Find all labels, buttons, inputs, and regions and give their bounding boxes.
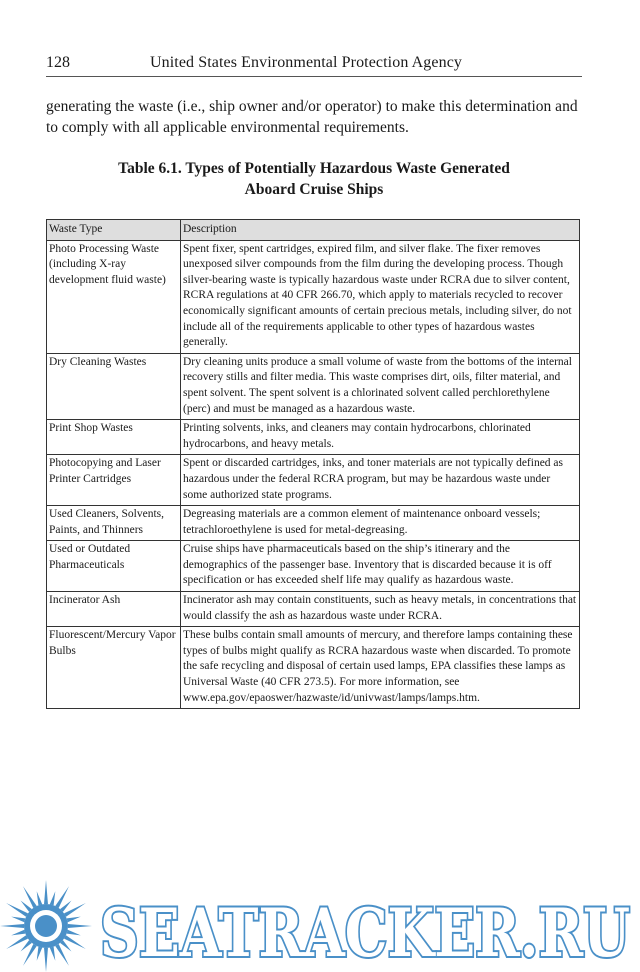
seatracker-watermark bbox=[0, 878, 640, 972]
description-cell: Cruise ships have pharmaceuticals based on the ship’s itinerary and the demographics of the passenger base. Inventory that is discarded because it is off specification or has exceeded shelf life may qualify as hazardous waste. bbox=[181, 541, 580, 592]
sun-logo-icon bbox=[0, 880, 92, 972]
table-header-row bbox=[47, 220, 580, 241]
sun-ray bbox=[50, 947, 56, 961]
sun-ray bbox=[44, 880, 48, 904]
table-row bbox=[47, 592, 580, 627]
sun-ray bbox=[11, 930, 25, 936]
description-cell: Degreasing materials are a common element of maintenance onboard vessels; tetrachloroethylene is used for metal-degreasing. bbox=[181, 506, 580, 541]
waste-type-cell: Photo Processing Waste (including X-ray development fluid waste) bbox=[47, 240, 181, 353]
table-caption-line-2: Aboard Cruise Ships bbox=[244, 181, 384, 198]
sun-ray bbox=[50, 891, 56, 905]
header-waste-type: Waste Type bbox=[47, 220, 181, 241]
table-row bbox=[47, 506, 580, 541]
table-row bbox=[47, 455, 580, 506]
waste-type-cell: Fluorescent/Mercury Vapor Bulbs bbox=[47, 627, 181, 709]
table-row bbox=[47, 627, 580, 709]
waste-type-cell: Dry Cleaning Wastes bbox=[47, 353, 181, 419]
watermark-text: SEATRACKER.RU bbox=[100, 894, 630, 972]
waste-type-cell: Photocopying and Laser Printer Cartridges bbox=[47, 455, 181, 506]
description-cell: Spent or discarded cartridges, inks, and toner materials are not typically defined as hazardous under the federal RCRA program, but may be hazardous waste under some authorized state programs. bbox=[181, 455, 580, 506]
sun-ray bbox=[11, 917, 25, 923]
sun-ray bbox=[67, 917, 81, 923]
description-cell: Spent fixer, spent cartridges, expired film, and silver flake. The fixer removes unexposed silver compounds from the film during the developing process. Though silver-bearing waste is typically hazardous waste under RCRA due to silver content, RCRA regulations at 40 CFR 266.70, which apply to materials recycled to recover economically significant amounts of certain precious metals, including silver, do not include all of the requirements applicable to other types of hazardous wastes generally. bbox=[181, 240, 580, 353]
description-cell: These bulbs contain small amounts of mercury, and therefore lamps containing these types of bulbs might qualify as RCRA hazardous waste when discarded. To promote the safe recycling and disposal of certain used lamps, EPA classifies these lamps as Universal Waste (40 CFR 273.5). For more information, see www.epa.gov/epaoswer/hazwaste/id/univwast/lamps/lamps.htm. bbox=[181, 627, 580, 709]
sun-ray bbox=[0, 924, 24, 928]
sun-ray bbox=[21, 901, 32, 912]
description-cell: Dry cleaning units produce a small volume of waste from the bottoms of the internal recovery stills and filter media. This waste comprises dirt, oils, filter material, and spent solvent. The spent solvent is a chlorinated solvent called perchlorethylene (perc) and must be managed as a hazardous waste. bbox=[181, 353, 580, 419]
sun-ray bbox=[21, 940, 32, 951]
description-cell: Printing solvents, inks, and cleaners may contain hydrocarbons, chlorinated hydrocarbons, and heavy metals. bbox=[181, 420, 580, 455]
hazardous-waste-table bbox=[46, 219, 580, 709]
sun-ray bbox=[44, 948, 48, 972]
table-row bbox=[47, 240, 580, 353]
running-title: United States Environmental Protection Agency bbox=[150, 54, 462, 71]
sun-ray bbox=[60, 940, 71, 951]
table-row bbox=[47, 541, 580, 592]
sun-ray bbox=[37, 891, 43, 905]
table-caption bbox=[46, 158, 582, 200]
sun-ray bbox=[60, 901, 71, 912]
sun-ray bbox=[67, 930, 81, 936]
table-caption-line-1: Table 6.1. Types of Potentially Hazardous Waste Generated bbox=[118, 160, 510, 177]
page-number: 128 bbox=[46, 54, 70, 71]
waste-type-cell: Incinerator Ash bbox=[47, 592, 181, 627]
table-row bbox=[47, 353, 580, 419]
sun-ray bbox=[68, 924, 92, 928]
description-cell: Incinerator ash may contain constituents, such as heavy metals, in concentrations that would classify the ash as hazardous waste under RCRA. bbox=[181, 592, 580, 627]
waste-type-cell: Used or Outdated Pharmaceuticals bbox=[47, 541, 181, 592]
sun-ray bbox=[37, 947, 43, 961]
waste-type-cell: Used Cleaners, Solvents, Paints, and Thinners bbox=[47, 506, 181, 541]
page-header bbox=[46, 52, 582, 77]
intro-paragraph: generating the waste (i.e., ship owner and/or operator) to make this determination and to comply with all applicable environmental requirements. bbox=[46, 98, 578, 136]
header-description: Description bbox=[181, 220, 580, 241]
table-row bbox=[47, 420, 580, 455]
waste-type-cell: Print Shop Wastes bbox=[47, 420, 181, 455]
